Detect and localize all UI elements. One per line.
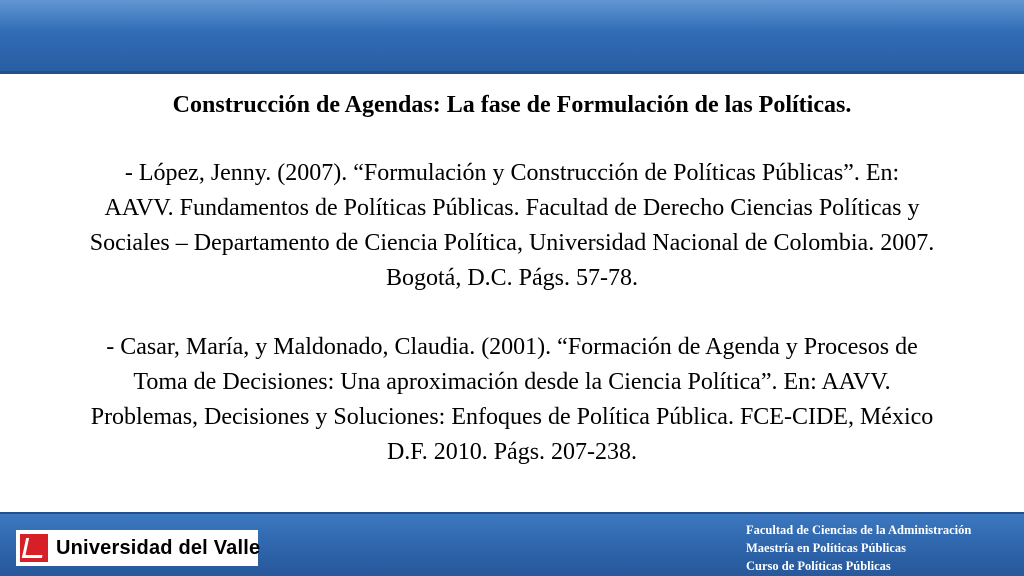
footer-faculty: Facultad de Ciencias de la Administración [746,523,972,537]
university-logo [16,530,261,566]
footer-course: Curso de Políticas Públicas [746,559,891,573]
university-name: Universidad del Valle [56,536,261,559]
header-band [0,0,1024,74]
reference-casar [4,330,1020,470]
reference-line: - López, Jenny. (2007). “Formulación y Construcción de Políticas Públicas”. En: [124,160,900,186]
reference-line: Bogotá, D.C. Págs. 57-78. [386,265,638,291]
univalle-logo-icon [20,534,48,562]
reference-line: Problemas, Decisiones y Soluciones: Enfoques de Política Pública. FCE-CIDE, México [90,404,934,430]
reference-line: D.F. 2010. Págs. 207-238. [386,439,638,465]
slide-content [4,88,1020,470]
reference-line: Toma de Decisiones: Una aproximación desde la Ciencia Política”. En: AAVV. [133,369,891,395]
footer-info [746,521,1020,575]
reference-lopez [4,156,1020,296]
reference-line: AAVV. Fundamentos de Políticas Públicas. Facultad de Derecho Ciencias Políticas y [104,195,920,221]
slide-title: Construcción de Agendas: La fase de Formulación de las Políticas. [172,92,852,118]
footer-program: Maestría en Políticas Públicas [746,541,907,555]
reference-line: - Casar, María, y Maldonado, Claudia. (2001). “Formación de Agenda y Procesos de [106,334,918,360]
reference-line: Sociales – Departamento de Ciencia Política, Universidad Nacional de Colombia. 2007. [89,230,935,256]
footer-band [0,512,1024,576]
